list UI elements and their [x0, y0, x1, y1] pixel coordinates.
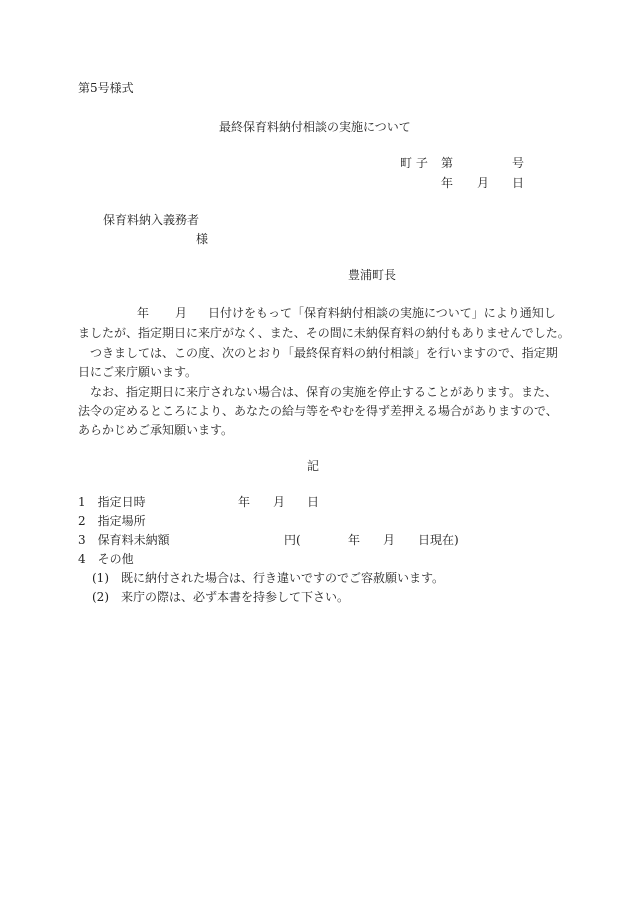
- body-p1-month: 月: [175, 306, 188, 320]
- date-day: 日: [512, 176, 525, 190]
- office-prefix: 町 子: [400, 156, 428, 170]
- body-p3-line3: あらかじめご承知願います。: [78, 423, 234, 437]
- document-title: 最終保育料納付相談の実施について: [219, 120, 411, 134]
- body-p3-line2: 法令の定めるところにより、あなたの給与等をやむを得ず差押える場合がありますので、: [78, 404, 558, 418]
- body-p2-line2: 日にご来庁願います。: [78, 365, 198, 379]
- item3-yen: 円(: [284, 533, 301, 547]
- item3-year: 年: [348, 533, 361, 547]
- item4-sub1: (1) 既に納付された場合は、行き違いですのでご容赦願います。: [92, 571, 445, 585]
- body-p2-line1: つきましては、この度、次のとおり「最終保育料の納付相談」を行いますので、指定期: [78, 346, 558, 360]
- addressee-label: 保育料納入義務者: [103, 213, 200, 227]
- body-p3-line1: なお、指定期日に来庁されない場合は、保育の実施を停止することがあります。また、: [78, 385, 558, 399]
- date-month: 月: [477, 176, 490, 190]
- reference-dai: 第: [441, 156, 454, 170]
- ki-heading: 記: [307, 459, 320, 473]
- item1-month: 月: [273, 495, 286, 509]
- item3-month: 月: [383, 533, 396, 547]
- body-p1-line2: ましたが、指定期日に来庁がなく、また、その間に未納保育料の納付もありませんでした。: [78, 326, 570, 340]
- item3-label: 3 保育料未納額: [78, 533, 170, 547]
- item4-label: 4 その他: [78, 552, 134, 566]
- body-p1-year: 年: [137, 306, 150, 320]
- item2-label: 2 指定場所: [78, 514, 146, 528]
- item3-day: 日現在): [418, 533, 459, 547]
- reference-gou: 号: [512, 156, 525, 170]
- sender-name: 豊浦町長: [348, 268, 397, 282]
- addressee-honorific: 様: [196, 232, 209, 246]
- item1-day: 日: [307, 495, 320, 509]
- item1-label: 1 指定日時: [78, 495, 146, 509]
- item4-sub2: (2) 来庁の際は、必ず本書を持参して下さい。: [92, 590, 349, 604]
- date-year: 年: [441, 176, 454, 190]
- item1-year: 年: [238, 495, 251, 509]
- form-number: 第5号様式: [78, 81, 134, 95]
- body-p1-line1: 日付けをもって「保育料納付相談の実施について」により通知し: [208, 306, 556, 320]
